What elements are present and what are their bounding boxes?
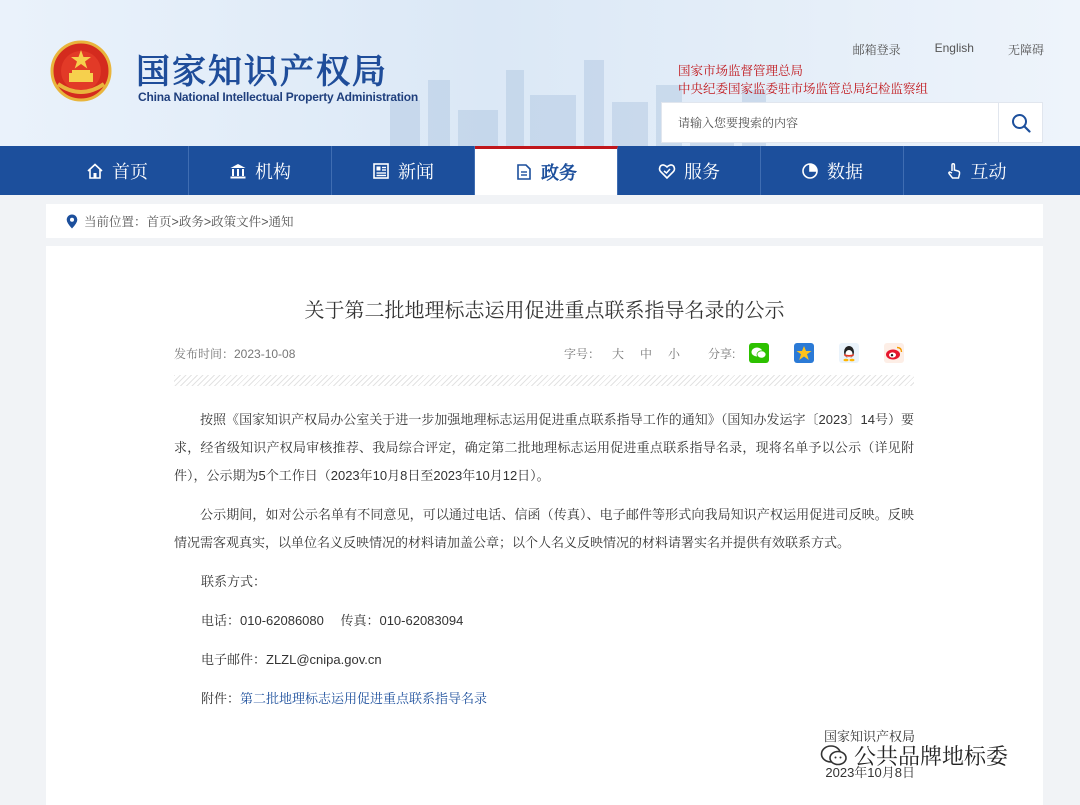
nav-item-label: 互动 bbox=[970, 161, 1007, 182]
search-button[interactable] bbox=[998, 103, 1042, 142]
agency-discipline-group: 中央纪委国家监委驻市场监管总局纪检监察组 bbox=[678, 82, 929, 96]
mail-login-link[interactable]: 邮箱登录 bbox=[852, 43, 901, 57]
share-controls bbox=[708, 343, 904, 363]
government-affairs-icon bbox=[515, 163, 533, 181]
search-icon bbox=[1011, 113, 1031, 133]
wechat-official-account-icon bbox=[820, 744, 848, 768]
nav-item-label: 机构 bbox=[255, 161, 291, 182]
contact-phone: 电话：010-62086080 传真：010-62083094 bbox=[201, 613, 464, 628]
nav-item-service[interactable] bbox=[618, 146, 761, 195]
font-size-controls bbox=[564, 345, 680, 362]
nav-item-institution[interactable] bbox=[189, 146, 332, 195]
breadcrumb-government-affairs[interactable]: 政务 bbox=[178, 215, 204, 229]
article-meta bbox=[174, 345, 914, 365]
site-name-english: China National Intellectual Property Administration bbox=[138, 90, 419, 104]
site-name: 国家知识产权局 bbox=[136, 53, 388, 91]
nav-item-label: 首页 bbox=[112, 161, 148, 182]
breadcrumb bbox=[46, 204, 1043, 238]
weibo-icon[interactable] bbox=[884, 343, 904, 363]
main-nav bbox=[0, 146, 1080, 195]
attachment-link[interactable]: 第二批地理标志运用促进重点联系指导名录 bbox=[240, 691, 488, 706]
contact-label: 联系方式： bbox=[201, 574, 267, 589]
accessibility-link[interactable]: 无障碍 bbox=[1007, 43, 1044, 57]
share-label: 分享: bbox=[708, 346, 736, 361]
nav-item-label: 服务 bbox=[684, 161, 720, 182]
contact-email: 电子邮件：ZLZL@cnipa.gov.cn bbox=[201, 652, 382, 667]
breadcrumb-separator: > bbox=[203, 215, 212, 229]
data-icon bbox=[801, 162, 819, 180]
nav-item-government-affairs[interactable] bbox=[475, 146, 618, 195]
nav-item-label: 新闻 bbox=[398, 161, 434, 182]
nav-item-news[interactable] bbox=[332, 146, 475, 195]
nav-item-data[interactable] bbox=[761, 146, 904, 195]
breadcrumb-notice[interactable]: 通知 bbox=[268, 215, 294, 229]
breadcrumb-separator: > bbox=[171, 215, 179, 229]
breadcrumb-separator: > bbox=[261, 215, 269, 229]
nav-item-home[interactable] bbox=[46, 146, 189, 195]
location-pin-icon bbox=[66, 214, 78, 229]
qq-icon[interactable] bbox=[839, 343, 859, 363]
nav-item-interaction[interactable] bbox=[904, 146, 1047, 195]
home-icon bbox=[86, 162, 104, 180]
nav-item-label: 数据 bbox=[827, 161, 863, 182]
breadcrumb-policy-documents[interactable]: 政策文件 bbox=[211, 215, 262, 229]
signature-org: 国家知识产权局 bbox=[823, 729, 915, 744]
article-paragraph: 按照《国家知识产权局办公室关于进一步加强地理标志运用促进重点联系指导工作的通知》（国知办发运字〔2023〕14号）要求，经省级知识产权局审核推荐、我局综合评定，确定第二批地理标志运用促进重点联系指导名录，现将名单予以公示（详见附件），公示期为5个工作日（2023年10月8日至2023年10月12日）。 bbox=[174, 412, 914, 483]
wechat-icon[interactable] bbox=[749, 343, 769, 363]
attachment-line bbox=[174, 685, 914, 713]
signature-date: 2023年10月8日 bbox=[825, 765, 915, 780]
wechat-watermark bbox=[820, 740, 1008, 771]
font-size-medium[interactable]: 中 bbox=[640, 347, 653, 361]
publish-time: 发布时间：2023-10-08 bbox=[174, 347, 296, 361]
english-link[interactable]: English bbox=[934, 41, 974, 55]
top-links bbox=[853, 41, 1044, 58]
article-card bbox=[46, 246, 1043, 805]
interaction-icon bbox=[945, 162, 963, 180]
font-size-small[interactable]: 小 bbox=[668, 347, 681, 361]
font-size-large[interactable]: 大 bbox=[612, 347, 625, 361]
article-title: 关于第二批地理标志运用促进重点联系指导名录的公示 bbox=[304, 300, 785, 322]
article-body bbox=[174, 406, 914, 724]
breadcrumb-home[interactable]: 首页 bbox=[146, 215, 172, 229]
agency-samr: 国家市场监督管理总局 bbox=[678, 64, 804, 78]
news-icon bbox=[372, 162, 390, 180]
search-box bbox=[661, 102, 1043, 143]
article-paragraph: 公示期间，如对公示名单有不同意见，可以通过电话、信函（传真）、电子邮件等形式向我局知识产权运用促进司反映。反映情况需客观真实，以单位名义反映情况的材料请加盖公章；以个人名义反映情况的材料请署实名并提供有效联系方式。 bbox=[174, 507, 914, 550]
title-divider bbox=[174, 375, 914, 386]
watermark-text: 公共品牌地标委 bbox=[854, 744, 1009, 769]
breadcrumb-prefix: 当前位置： bbox=[84, 215, 147, 229]
qzone-icon[interactable] bbox=[794, 343, 814, 363]
font-size-label: 字号： bbox=[564, 347, 601, 361]
service-icon bbox=[658, 162, 676, 180]
nav-item-label: 政务 bbox=[541, 163, 577, 183]
institution-icon bbox=[229, 162, 247, 180]
national-emblem-logo bbox=[50, 40, 112, 102]
attachment-label: 附件： bbox=[201, 691, 241, 706]
site-header bbox=[0, 0, 1080, 146]
search-input[interactable] bbox=[662, 103, 998, 142]
